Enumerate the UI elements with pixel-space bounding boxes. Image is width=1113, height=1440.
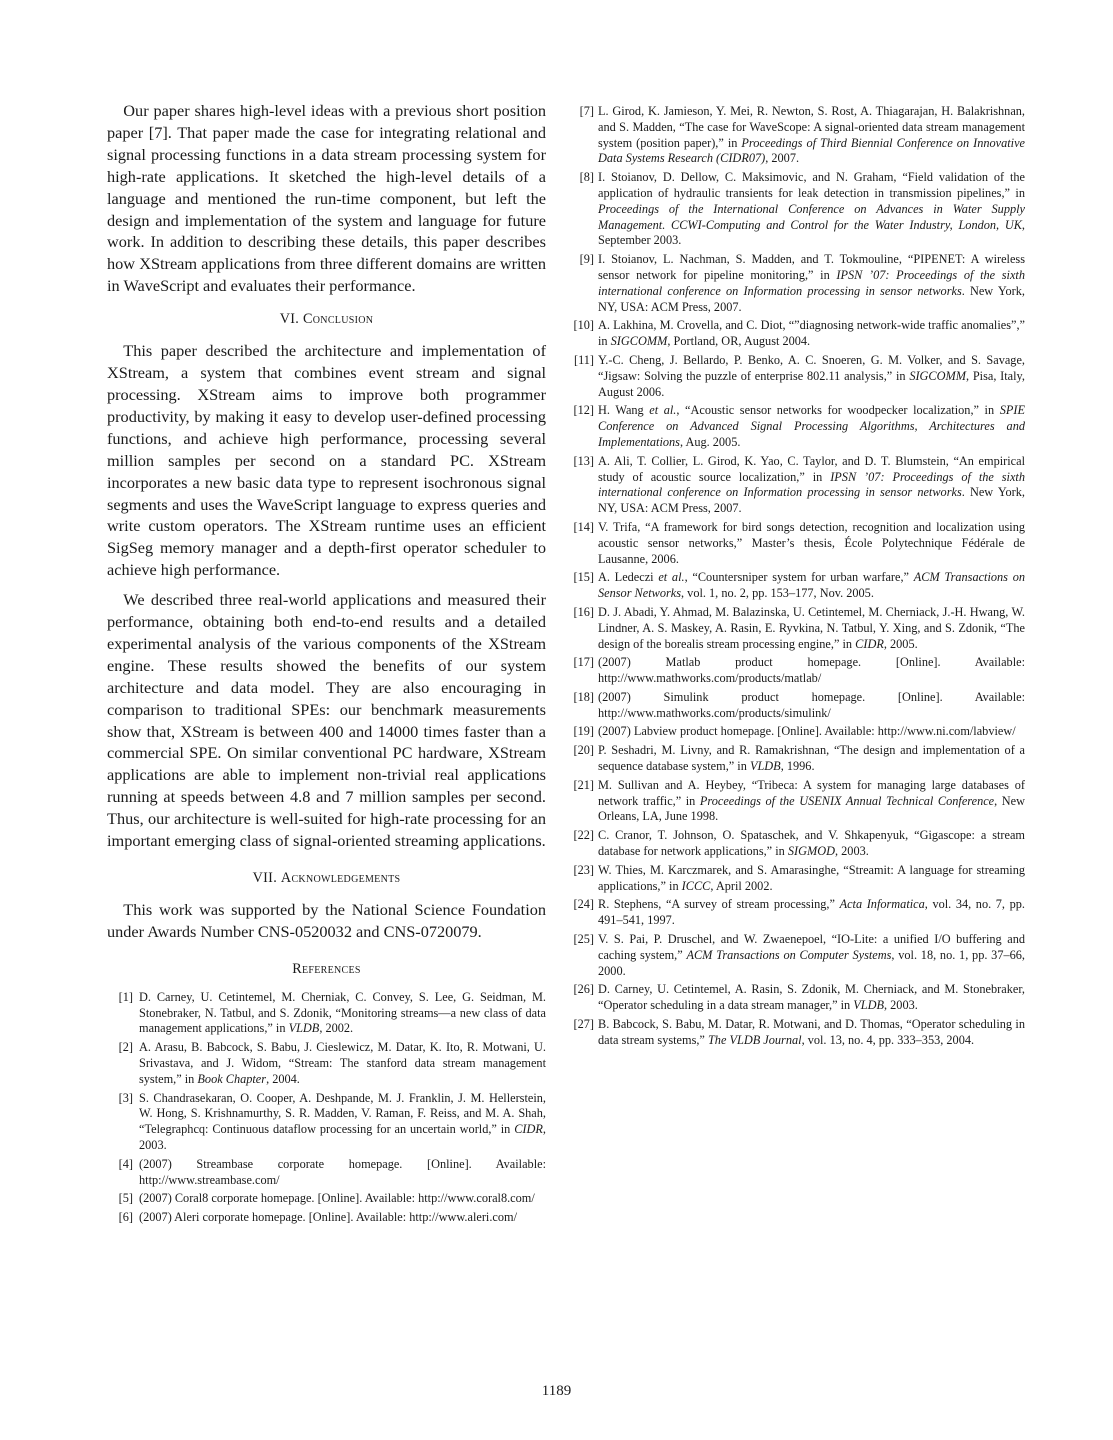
reference-em: VLDB bbox=[853, 998, 884, 1013]
reference-em: SIGCOMM bbox=[610, 334, 668, 349]
reference-number: [4] bbox=[118, 1156, 133, 1171]
reference-item bbox=[570, 520, 1025, 567]
reference-pre: (2007) Aleri corporate homepage. [Online]. Available: http://www.aleri.com/ bbox=[139, 1210, 518, 1225]
reference-post: , 2003. bbox=[139, 1122, 546, 1152]
reference-number: [20] bbox=[573, 743, 594, 758]
reference-item bbox=[570, 1017, 1025, 1049]
reference-item bbox=[570, 778, 1025, 825]
reference-item bbox=[570, 353, 1025, 400]
reference-pre: S. Chandrasekaran, O. Cooper, A. Deshpande, M. J. Franklin, J. M. Hellerstein, W. Hong, S. Krishnamurthy, S. R. Madden, V. Raman, F. Reiss, and M. A. Shah, “Telegraphcq: Continuous dataflow processing for an uncertain world,” in bbox=[139, 1090, 546, 1137]
reference-number: [2] bbox=[118, 1040, 133, 1055]
reference-number: [22] bbox=[573, 828, 594, 843]
reference-pre: (2007) Labview product homepage. [Online]. Available: http://www.ni.com/labview/ bbox=[598, 724, 1016, 739]
reference-post: , April 2002. bbox=[710, 878, 773, 893]
reference-post: . New York, NY, USA: ACM Press, 2007. bbox=[598, 485, 1025, 516]
references-list-left bbox=[107, 990, 546, 1226]
reference-pre: D. Carney, U. Cetintemel, A. Rasin, S. Zdonik, M. Cherniack, and M. Stonebraker, “Operator scheduling in a data stream manager,” in bbox=[598, 982, 1025, 1013]
reference-post: , Pisa, Italy, August 2006. bbox=[598, 368, 1025, 399]
reference-number: [23] bbox=[573, 862, 594, 877]
page-number: 1189 bbox=[541, 1383, 572, 1399]
reference-number: [16] bbox=[573, 604, 594, 619]
reference-em: VLDB bbox=[288, 1021, 320, 1036]
references-title: References bbox=[292, 960, 361, 977]
reference-item bbox=[570, 897, 1025, 929]
reference-em: Book Chapter bbox=[197, 1071, 267, 1086]
reference-item bbox=[570, 318, 1025, 350]
reference-em: et al. bbox=[658, 570, 685, 585]
reference-pre: P. Seshadri, M. Livny, and R. Ramakrishnan, “The design and implementation of a sequence database system,” in bbox=[598, 743, 1025, 774]
reference-item bbox=[570, 605, 1025, 652]
reference-pre: V. S. Pai, P. Druschel, and W. Zwaenepoel, “IO-Lite: a unified I/O buffering and caching system,” bbox=[598, 932, 1025, 962]
conclusion-paragraph-2: We described three real-world applications and measured their performance, obtaining both end-to-end results and a detailed experimental analysis of the various components of the XStream engine. These results showed the benefits of our system architecture and data model. They are also encouraging in comparison to traditional SPEs: our benchmark measurements show that, XStream is between 400 and 14000 times faster than a commercial SPE. On similar conventional PC hardware, XStream applications are able to implement non-trivial real applications running at speeds between 4.8 and 7 million samples per second. Thus, our architecture is well-suited for high-rate processing for an important emerging class of signal-oriented streaming applications. bbox=[107, 590, 546, 851]
reference-item bbox=[570, 863, 1025, 895]
reference-em: Proceedings of the USENIX Annual Technical Conference bbox=[699, 793, 995, 808]
reference-post: , 1996. bbox=[780, 759, 815, 774]
reference-number: [27] bbox=[573, 1017, 594, 1032]
reference-item bbox=[107, 990, 546, 1037]
reference-post: , vol. 18, no. 1, pp. 37–66, 2000. bbox=[598, 947, 1025, 978]
reference-post2: , vol. 1, no. 2, pp. 153–177, Nov. 2005. bbox=[681, 586, 874, 601]
reference-pre: B. Babcock, S. Babu, M. Datar, R. Motwani, and D. Thomas, “Operator scheduling in data stream systems,” bbox=[598, 1017, 1025, 1047]
reference-pre: A. Lakhina, M. Crovella, and C. Diot, “”diagnosing network-wide traffic anomalies”,” in bbox=[598, 318, 1025, 349]
reference-number: [19] bbox=[573, 724, 594, 739]
reference-number: [14] bbox=[573, 519, 594, 534]
reference-number: [8] bbox=[579, 170, 594, 185]
reference-post: , vol. 34, no. 7, pp. 491–541, 1997. bbox=[598, 897, 1025, 928]
conclusion-number: VI. bbox=[279, 311, 300, 328]
reference-item bbox=[107, 1040, 546, 1087]
reference-item bbox=[570, 982, 1025, 1014]
reference-number: [5] bbox=[118, 1191, 133, 1206]
reference-em: IPSN ’07: Proceedings of the sixth international conference on Information processing in sensor networks bbox=[598, 469, 1025, 500]
reference-post: , New Orleans, LA, June 1998. bbox=[598, 793, 1025, 824]
reference-em: ICCC bbox=[681, 878, 711, 893]
reference-number: [26] bbox=[573, 982, 594, 997]
right-column bbox=[570, 104, 1025, 1052]
reference-em: VLDB bbox=[749, 759, 781, 774]
reference-number: [18] bbox=[573, 689, 594, 704]
intro-paragraph: Our paper shares high-level ideas with a previous short position paper [7]. That paper made the case for integrating relational and signal processing functions in a data stream processing system for high-rate applications. It sketched the high-level details of a language and mentioned the run-time component, but left the design and implementation of the system and language for future work. In addition to describing these details, this paper describes how XStream applications from three different domains are written in WaveScript and evaluates their performance. bbox=[107, 101, 546, 296]
reference-pre: H. Wang bbox=[598, 403, 650, 418]
reference-pre: (2007) Simulink product homepage. [Online]. Available: http://www.mathworks.com/products/simulink/ bbox=[598, 689, 1025, 720]
reference-pre: L. Girod, K. Jamieson, Y. Mei, R. Newton, S. Rost, A. Thiagarajan, H. Balakrishnan, and S. Madden, “The case for WaveScope: A signal-oriented data stream management system (position paper),” in bbox=[598, 104, 1025, 150]
reference-number: [7] bbox=[579, 104, 594, 118]
reference-pre: W. Thies, M. Karczmarek, and S. Amarasinghe, “Streamit: A language for streaming applications,” in bbox=[598, 862, 1025, 893]
reference-em: Proceedings of Third Biennial Conference on Innovative Data Systems Research (CIDR07) bbox=[598, 135, 1026, 166]
reference-post: , “Countersniper system for urban warfare,” bbox=[684, 570, 914, 585]
reference-item bbox=[570, 104, 1025, 167]
reference-number: [17] bbox=[573, 655, 594, 670]
reference-item bbox=[107, 1191, 546, 1207]
reference-pre: V. Trifa, “A framework for bird songs detection, recognition and localization using acoustic sensor networks,” Master’s thesis, École Polytechnique Fédérale de Lausanne, 2006. bbox=[598, 519, 1025, 566]
reference-number: [25] bbox=[573, 932, 594, 947]
reference-post2: , Aug. 2005. bbox=[679, 434, 741, 449]
reference-pre: I. Stoianov, D. Dellow, C. Maksimovic, and N. Graham, “Field validation of the application of hydraulic transients for leak detection in transmission pipelines,” in bbox=[598, 170, 1025, 200]
reference-pre: C. Cranor, T. Johnson, O. Spataschek, and V. Shkapenyuk, “Gigascope: a stream database for network applications,” in bbox=[598, 828, 1025, 859]
reference-pre: M. Sullivan and A. Heybey, “Tribeca: A system for managing large databases of network traffic,” in bbox=[598, 777, 1025, 808]
left-column bbox=[107, 100, 546, 1229]
reference-pre: D. J. Abadi, Y. Ahmad, M. Balazinska, U. Cetintemel, M. Cherniack, J.-H. Hwang, W. Lindner, A. S. Maskey, A. Rasin, E. Ryvkina, N. Tatbul, Y. Xing, and S. Zdonik, “The design of the borealis stream processing engine,” in bbox=[598, 604, 1025, 651]
reference-number: [12] bbox=[573, 403, 594, 418]
reference-item bbox=[570, 932, 1025, 979]
conclusion-heading bbox=[107, 311, 546, 328]
reference-item bbox=[570, 828, 1025, 860]
reference-em: CIDR bbox=[514, 1122, 543, 1137]
reference-item bbox=[107, 1210, 546, 1226]
reference-pre: Y.-C. Cheng, J. Bellardo, P. Benko, A. C. Snoeren, G. M. Volker, and S. Savage, “Jigsaw: Solving the puzzle of enterprise 802.11 analysis,” in bbox=[598, 352, 1025, 383]
reference-pre: D. Carney, U. Cetintemel, M. Cherniak, C. Convey, S. Lee, G. Seidman, M. Stonebraker, N. Tatbul, and S. Zdonik, “Monitoring streams—a new class of data management applications,” in bbox=[139, 989, 546, 1036]
reference-number: [3] bbox=[118, 1090, 133, 1105]
reference-post: , vol. 13, no. 4, pp. 333–353, 2004. bbox=[801, 1032, 975, 1047]
reference-post: , 2003. bbox=[835, 844, 869, 859]
reference-pre: A. Arasu, B. Babcock, S. Babu, J. Cieslewicz, M. Datar, K. Ito, R. Motwani, U. Srivastava, and J. Widom, “Stream: The stanford data stream management system,” in bbox=[139, 1040, 546, 1086]
reference-post: , 2004. bbox=[266, 1071, 300, 1086]
reference-item bbox=[570, 252, 1025, 315]
reference-pre: R. Stephens, “A survey of stream processing,” bbox=[598, 897, 840, 912]
reference-em2: ACM Transactions on Sensor Networks bbox=[598, 570, 1025, 601]
reference-item bbox=[107, 1091, 546, 1154]
acknowledgements-number: VII. bbox=[252, 870, 278, 886]
reference-em: SIGMOD bbox=[787, 844, 835, 859]
reference-number: [11] bbox=[573, 352, 594, 367]
reference-em: IPSN ’07: Proceedings of the sixth international conference on Information processing in sensor networks bbox=[598, 267, 1025, 298]
reference-post: , September 2003. bbox=[598, 217, 1025, 248]
reference-number: [1] bbox=[118, 989, 133, 1004]
reference-number: [6] bbox=[118, 1210, 133, 1225]
reference-pre: A. Ledeczi bbox=[598, 570, 659, 585]
reference-number: [9] bbox=[579, 252, 594, 267]
reference-item bbox=[570, 170, 1025, 249]
reference-pre: A. Ali, T. Collier, L. Girod, K. Yao, C. Taylor, and D. T. Blumstein, “An empirical study of acoustic source localization,” in bbox=[598, 453, 1025, 484]
reference-number: [21] bbox=[573, 777, 594, 792]
acknowledgements-title: Acknowledgements bbox=[280, 870, 401, 886]
reference-em2: SPIE Conference on Advanced Signal Processing Algorithms, Architectures and Implementations bbox=[598, 403, 1025, 449]
reference-em: et al. bbox=[649, 403, 677, 418]
reference-number: [13] bbox=[573, 453, 594, 468]
reference-em: Proceedings of the International Conference on Advances in Water Supply Management. CCWI-Computing and Control for the Water Industry, London, UK bbox=[598, 201, 1025, 232]
acknowledgements-paragraph: This work was supported by the National Science Foundation under Awards Number CNS-0520032 and CNS-0720079. bbox=[107, 900, 546, 941]
conclusion-paragraph-1: This paper described the architecture and implementation of XStream, a system that combines event stream and signal processing. XStream aims to improve both programmer productivity, by making it easy to develop user-defined processing functions, and achieve high performance, processing several million samples per second on a standard PC. XStream incorporates a new basic data type to represent isochronous signal segments and uses the WaveScript language to express queries and write custom operators. The XStream runtime uses an efficient SigSeg memory manager and a depth-first operator scheduler to achieve high performance. bbox=[107, 341, 546, 580]
reference-post: , 2003. bbox=[884, 998, 918, 1013]
references-heading bbox=[107, 961, 546, 978]
reference-post: , Portland, OR, August 2004. bbox=[667, 334, 811, 349]
reference-item bbox=[570, 454, 1025, 517]
acknowledgements-heading bbox=[107, 870, 546, 887]
reference-number: [15] bbox=[573, 570, 594, 585]
reference-number: [10] bbox=[573, 318, 594, 333]
reference-pre: (2007) Matlab product homepage. [Online]. Available: http://www.mathworks.com/products/matlab/ bbox=[598, 655, 1025, 686]
reference-pre: (2007) Streambase corporate homepage. [Online]. Available: http://www.streambase.com/ bbox=[139, 1156, 546, 1187]
reference-post: . New York, NY, USA: ACM Press, 2007. bbox=[598, 283, 1025, 314]
reference-item bbox=[570, 724, 1025, 740]
reference-item bbox=[570, 570, 1025, 602]
reference-em: Acta Informatica bbox=[839, 897, 925, 912]
reference-post: , 2002. bbox=[319, 1021, 354, 1036]
reference-pre: I. Stoianov, L. Nachman, S. Madden, and T. Tokmouline, “PIPENET: A wireless sensor network for pipeline monitoring,” in bbox=[598, 252, 1025, 282]
references-list-right bbox=[570, 104, 1025, 1049]
reference-post: , 2007. bbox=[765, 151, 800, 166]
reference-em: CIDR bbox=[855, 636, 884, 651]
reference-item bbox=[570, 403, 1025, 450]
reference-item bbox=[570, 690, 1025, 722]
reference-em: The VLDB Journal bbox=[707, 1032, 802, 1047]
reference-item bbox=[570, 655, 1025, 687]
reference-em: ACM Transactions on Computer Systems bbox=[686, 947, 892, 962]
reference-pre: (2007) Coral8 corporate homepage. [Online]. Available: http://www.coral8.com/ bbox=[139, 1191, 535, 1206]
reference-post: , “Acoustic sensor networks for woodpecker localization,” in bbox=[676, 403, 1000, 418]
reference-em: SIGCOMM bbox=[909, 368, 967, 383]
reference-post: , 2005. bbox=[883, 636, 918, 651]
reference-item bbox=[570, 743, 1025, 775]
reference-number: [24] bbox=[573, 897, 594, 912]
conclusion-title: Conclusion bbox=[303, 311, 374, 328]
reference-item bbox=[107, 1157, 546, 1189]
